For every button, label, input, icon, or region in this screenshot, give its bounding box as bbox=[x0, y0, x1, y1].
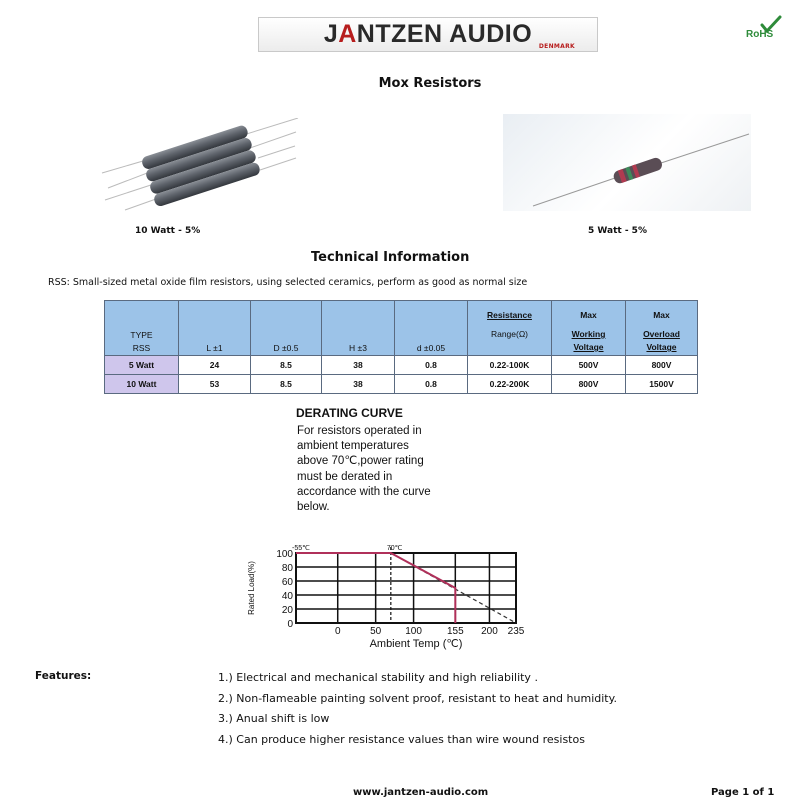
start-temp-label: -55℃ bbox=[292, 545, 310, 552]
features-label: Features: bbox=[35, 670, 92, 682]
derating-description: For resistors operated in ambient temperatures above 70℃,power rating must be derated in accordance with the curve below. bbox=[297, 425, 431, 514]
derating-chart bbox=[240, 535, 540, 655]
y-tick-label: 60 bbox=[281, 577, 293, 588]
table-row: 10 Watt 53 8.5 38 0.8 0.22-200K 800V 1500V bbox=[105, 375, 698, 394]
column-header: Resistance Range(Ω) bbox=[468, 301, 552, 356]
column-header: TYPE RSS bbox=[105, 301, 179, 356]
list-item: 3.) Anual shift is low bbox=[218, 712, 330, 725]
website-link[interactable]: www.jantzen-audio.com bbox=[353, 787, 489, 798]
single-resistor-image bbox=[503, 114, 751, 211]
y-tick-label: 100 bbox=[276, 549, 293, 560]
resistor-bundle-image bbox=[100, 118, 300, 213]
x-tick-label: 100 bbox=[405, 626, 422, 637]
page-title: Mox Resistors bbox=[378, 76, 482, 91]
page-number: Page 1 of 1 bbox=[711, 787, 775, 798]
y-tick-label: 0 bbox=[287, 619, 293, 630]
list-item: 2.) Non-flameable painting solvent proof, resistant to heat and humidity. bbox=[218, 691, 618, 705]
x-tick-label: 155 bbox=[446, 626, 464, 637]
logo-text: JANTZEN AUDIO bbox=[323, 20, 533, 48]
series-line bbox=[296, 553, 516, 623]
table-row: 5 Watt 24 8.5 38 0.8 0.22-100K 500V 800V bbox=[105, 356, 698, 375]
y-axis-label: Rated Load(%) bbox=[247, 561, 256, 615]
plot-frame bbox=[296, 553, 516, 623]
description-text: RSS: Small-sized metal oxide film resistors, using selected ceramics, perform as good as normal size bbox=[48, 277, 528, 288]
column-header: Max Overload Voltage bbox=[626, 301, 698, 356]
table-header-row bbox=[105, 301, 698, 356]
y-tick-label: 20 bbox=[281, 605, 293, 616]
knee-temp-label: 70℃ bbox=[386, 545, 403, 552]
column-header: d ±0.05 bbox=[395, 301, 468, 356]
y-tick-label: 40 bbox=[281, 591, 293, 602]
x-axis-label: Ambient Temp (℃) bbox=[369, 638, 463, 650]
x-tick-label: 0 bbox=[334, 626, 341, 637]
x-tick-label: 235 bbox=[507, 626, 525, 637]
image-caption: 5 Watt - 5% bbox=[588, 226, 647, 236]
image-caption: 10 Watt - 5% bbox=[135, 226, 201, 236]
y-tick-label: 80 bbox=[281, 563, 293, 574]
logo-subtitle: DENMARK bbox=[538, 43, 575, 50]
column-header: D ±0.5 bbox=[251, 301, 322, 356]
x-tick-label: 50 bbox=[370, 626, 382, 637]
column-header: L ±1 bbox=[179, 301, 251, 356]
list-item: 1.) Electrical and mechanical stability and high reliability . bbox=[218, 671, 538, 684]
spec-table bbox=[104, 300, 698, 394]
company-logo bbox=[258, 17, 598, 52]
column-header: H ±3 bbox=[322, 301, 395, 356]
column-header: Max Working Voltage bbox=[552, 301, 626, 356]
rohs-badge: RoHS bbox=[740, 15, 790, 39]
x-tick-label: 200 bbox=[481, 626, 498, 637]
derating-title: DERATING CURVE bbox=[296, 406, 403, 420]
section-heading: Technical Information bbox=[311, 250, 470, 265]
features-list bbox=[218, 668, 617, 750]
list-item: 4.) Can produce higher resistance values than wire wound resistos bbox=[218, 732, 585, 746]
